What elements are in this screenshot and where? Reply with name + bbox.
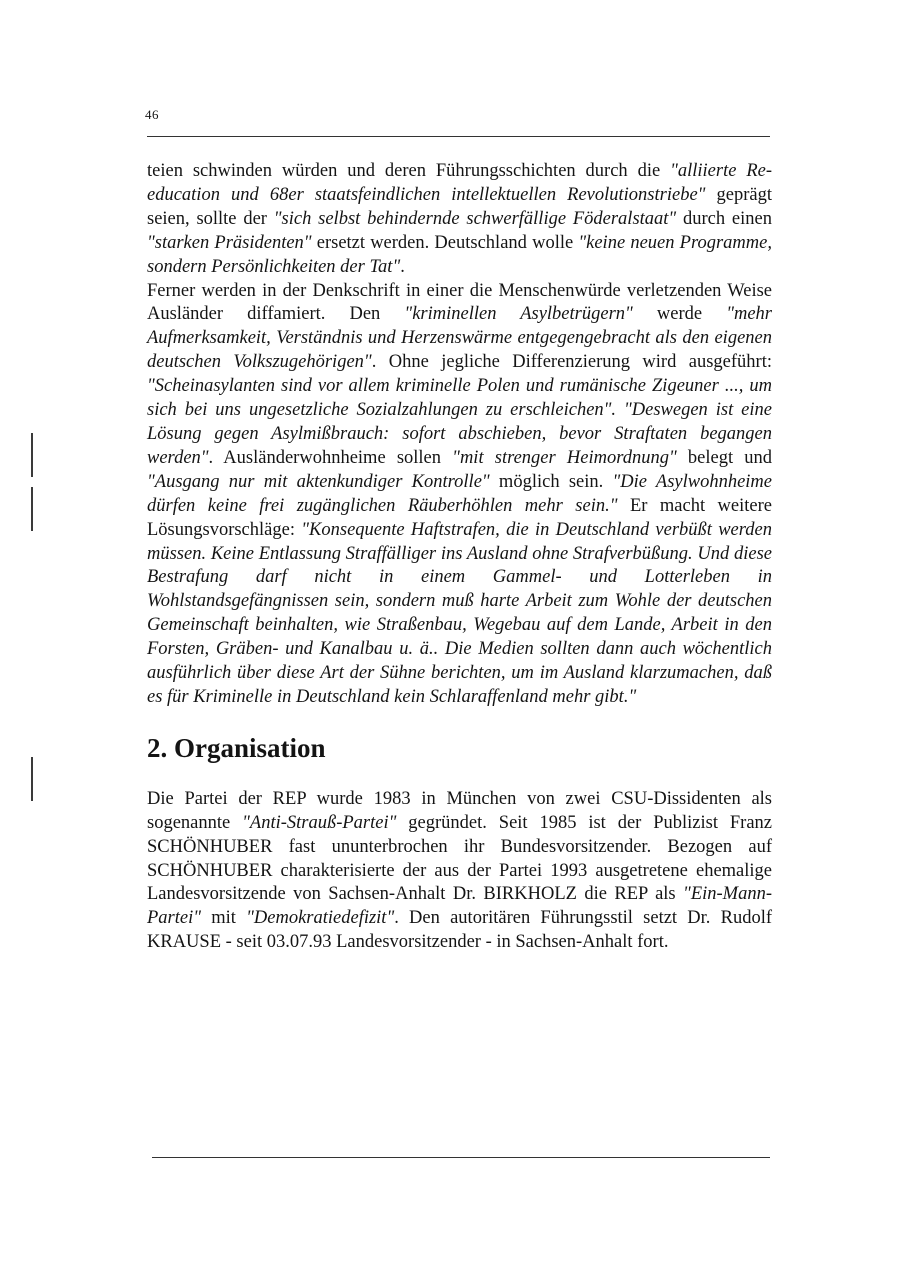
quote-run: "Scheinasylanten sind vor allem kriminelle Polen und rumänische Zigeuner ..., um sich bei uns ungesetzliche Sozialzahlungen zu erschleichen". "Deswegen ist eine Lösung gegen Asylmißbrauch: sofort abschieben, bevor Straftaten begangen werden" — [147, 376, 772, 468]
quote-run: "Demokratiedefizit" — [246, 908, 395, 929]
header-rule — [147, 136, 770, 137]
quote-run: "Anti-Strauß-Partei" — [242, 812, 397, 833]
text-run: Ferner werden in der Denkschrift in einer die Menschenwürde verletzenden Weise Ausländer diffamiert. Den — [147, 280, 772, 325]
quote-run: "sich selbst behindernde schwerfällige Föderalstaat" — [273, 208, 677, 229]
text-run: gegründet. Seit 1985 ist der Publizist Franz SCHÖNHUBER fast ununterbrochen ihr Bundesvorsitzender. Bezogen auf SCHÖNHUBER charakterisierte der aus der Partei 1993 ausgetretene ehemalige Landesvorsitzende von Sachsen-Anhalt Dr. BIRKHOLZ die REP als — [147, 812, 772, 905]
quote-run: "starken Präsidenten" — [147, 232, 312, 253]
paragraph — [147, 280, 772, 710]
quote-run: "Konsequente Haftstrafen, die in Deutschland verbüßt werden müssen. Keine Entlassung Straffälliger ins Ausland ohne Strafverbüßung. Und diese Bestrafung darf nicht in einem Gammel- und Lotterleben in Wohlstandsgefängnissen sein, sondern muß harte Arbeit zum Wohle der deutschen Gemeinschaft beinhalten, wie Straßenbau, Wegebau auf dem Lande, Arbeit in den Forsten, Gräben- und Kanalbau u. ä.. Die Medien sollten dann auch wöchentlich ausführlich über diese Art der Sühne berichten, um im Ausland klarzumachen, daß es für Kriminelle in Deutschland kein Schlaraffenland mehr gibt." — [147, 519, 772, 707]
footer-rule — [152, 1157, 770, 1158]
quote-run: "Ein-Mann-Partei" — [147, 884, 772, 929]
page-number: 46 — [145, 107, 159, 122]
quote-run: "alliierte Re-education und 68er staatsfeindlichen intellektuellen Revolutionstriebe" — [147, 161, 773, 205]
quote-run: "Ausgang nur mit aktenkundiger Kontrolle" — [147, 471, 490, 492]
text-run: Die Partei der REP wurde 1983 in München von zwei CSU-Dissidenten als sogenannte — [147, 788, 772, 833]
text-run: mit — [201, 908, 247, 929]
text-run: ersetzt werden. Deutschland wolle — [311, 232, 579, 253]
quote-run: "keine neuen Programme, sondern Persönlichkeiten der Tat" — [147, 232, 772, 277]
text-run: belegt und — [676, 447, 773, 468]
text-run: Er macht weitere Lösungsvorschläge: — [147, 495, 772, 540]
quote-run: "mehr Aufmerksamkeit, Verständnis und Herzenswärme entgegengebracht als den eigenen deutschen Volkszugehörigen" — [147, 304, 772, 373]
text-run: teien schwinden würden und deren Führungsschichten durch die — [147, 161, 671, 181]
text-run: . Ohne jegliche Differenzierung wird ausgeführt: — [371, 352, 772, 373]
margin-mark — [31, 757, 33, 801]
text-run: werde — [632, 304, 727, 325]
text-run: . Ausländerwohnheime sollen — [208, 447, 453, 468]
text-run: . Den autoritären Führungsstil setzt Dr. Rudolf KRAUSE - seit 03.07.93 Landesvorsitzender - in Sachsen-Anhalt fort. — [147, 908, 773, 953]
margin-mark — [31, 487, 33, 531]
text-run: durch einen — [676, 208, 772, 229]
quote-run: "kriminellen Asylbetrügern" — [404, 304, 633, 325]
text-run: möglich sein. — [489, 471, 613, 492]
quote-run: "Die Asylwohnheime dürfen keine frei zugänglichen Räuberhöhlen mehr sein." — [147, 471, 773, 516]
text-run: geprägt seien, sollte der — [147, 184, 772, 229]
text-run: . — [400, 256, 405, 277]
margin-mark — [31, 433, 33, 477]
document-body — [147, 160, 772, 955]
section-heading: 2. Organisation — [147, 732, 326, 763]
paragraph — [147, 160, 772, 280]
paragraph — [147, 788, 772, 955]
quote-run: "mit strenger Heimordnung" — [452, 447, 677, 468]
